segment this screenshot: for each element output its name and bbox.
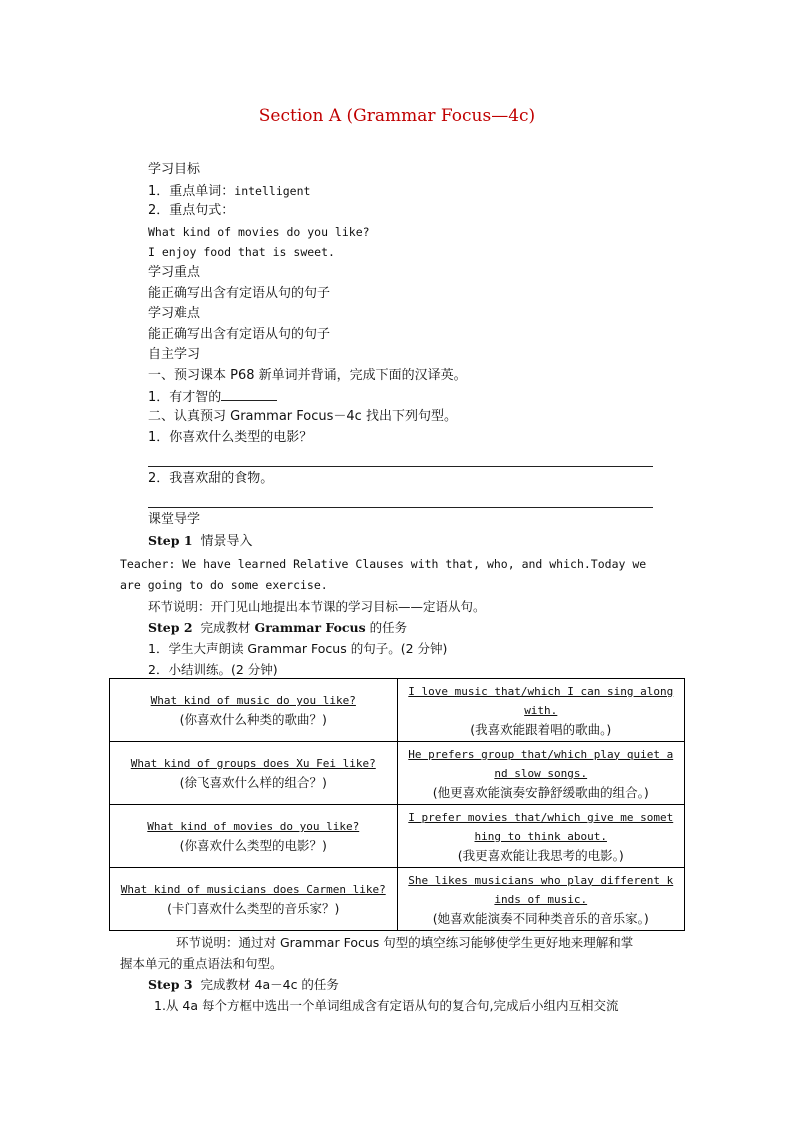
step1-heading — [148, 531, 676, 552]
question-zh: (徐飞喜欢什么样的组合？) — [179, 775, 327, 790]
answer-line-1[interactable] — [148, 448, 676, 469]
step1-title: 情景导入 — [200, 533, 253, 549]
after-table-section — [120, 932, 676, 1016]
note2-line-1: 环节说明：通过对 Grammar Focus 句型的填空练习能够使学生更好地来理解和掌 — [176, 935, 634, 950]
step2-item1: 1．学生大声朗读 Grammar Focus 的句子。(2 分钟) — [148, 641, 448, 656]
key-words — [148, 181, 676, 202]
key-sentence-1: What kind of movies do you like? — [148, 224, 370, 239]
answer-en: She likes musicians who play different kinds of music. — [408, 873, 674, 906]
question-cell — [110, 868, 398, 931]
main-content — [148, 160, 676, 551]
answer-cell — [397, 868, 685, 931]
focus-text: 能正确写出含有定语从句的句子 — [148, 285, 331, 301]
question-zh: (你喜欢什么种类的歌曲？) — [179, 712, 327, 727]
answer-cell — [397, 679, 685, 742]
key-sentences-label: 2．重点句式： — [148, 203, 235, 219]
difficulty-heading: 学习难点 — [148, 306, 201, 322]
teacher-line-1: Teacher: We have learned Relative Clauses with that, who, and which.Today we — [120, 557, 647, 571]
key-sentence-2: I enjoy food that is sweet. — [148, 245, 335, 260]
answer-cell — [397, 805, 685, 868]
table-row — [110, 805, 685, 868]
answer-en: I prefer movies that/which give me something to think about. — [408, 810, 674, 843]
page-title: Section A (Grammar Focus—4c) — [258, 106, 536, 126]
step2-title-c: 的任务 — [365, 620, 408, 635]
question-zh: (你喜欢什么类型的电影？) — [179, 838, 327, 853]
answer-zh: (她喜欢能演奏不同种类音乐的音乐家。) — [432, 910, 649, 926]
answer-blank[interactable] — [221, 387, 277, 401]
answer-line-2[interactable] — [148, 490, 676, 511]
teacher-line-2: are going to do some exercise. — [120, 578, 328, 592]
answer-zh: (我更喜欢能让我思考的电影。) — [457, 847, 624, 863]
table-row — [110, 868, 685, 931]
step2-title-a: 完成教材 — [200, 620, 255, 635]
step2-label: Step 2 — [148, 620, 193, 635]
self-study-part1: 一、预习课本 P68 新单词并背诵，完成下面的汉译英。 — [148, 367, 467, 383]
self-study-part2: 二、认真预习 Grammar Focus－4c 找出下列句型。 — [148, 409, 457, 425]
question-zh: (卡门喜欢什么类型的音乐家？) — [167, 901, 340, 916]
classroom-heading: 课堂导学 — [148, 512, 201, 528]
answer-cell — [397, 742, 685, 805]
teacher-paragraph — [120, 554, 676, 680]
grammar-table — [109, 678, 685, 931]
self-study-item1 — [148, 387, 676, 408]
step2-item2: 2．小结训练。(2 分钟) — [148, 662, 278, 677]
step3-item1: 1.从 4a 每个方框中选出一个单词组成含有定语从句的复合句,完成后小组内互相交流 — [154, 998, 619, 1013]
table-row — [110, 679, 685, 742]
item1-text: 1．有才智的 — [148, 389, 222, 405]
question-cell — [110, 679, 398, 742]
answer-en: I love music that/which I can sing along with. — [408, 684, 674, 717]
note1: 环节说明：开门见山地提出本节课的学习目标——定语从句。 — [148, 599, 486, 614]
goals-heading: 学习目标 — [148, 162, 201, 177]
key-words-label: 1．重点单词： — [148, 183, 235, 199]
question-en: What kind of groups does Xu Fei like? — [130, 757, 376, 770]
question-en: What kind of movies do you like? — [147, 820, 360, 833]
key-words-value: intelligent — [234, 183, 311, 198]
step1-label: Step 1 — [148, 532, 193, 548]
focus-heading: 学习重点 — [148, 264, 201, 280]
answer-zh: (我喜欢能跟着唱的歌曲。) — [470, 721, 612, 737]
table-row — [110, 742, 685, 805]
note2-line-2: 握本单元的重点语法和句型。 — [120, 956, 283, 971]
step3-heading — [120, 974, 676, 995]
step2-heading — [120, 617, 676, 638]
question-cell — [110, 805, 398, 868]
answer-en: He prefers group that/which play quiet and slow songs. — [408, 747, 674, 780]
self-study-q1: 1．你喜欢什么类型的电影？ — [148, 429, 313, 445]
self-study-q2: 2．我喜欢甜的食物。 — [148, 470, 274, 486]
difficulty-text: 能正确写出含有定语从句的句子 — [148, 326, 331, 342]
question-cell — [110, 742, 398, 805]
step2-title-b: Grammar Focus — [254, 620, 366, 635]
step3-label: Step 3 — [148, 977, 193, 992]
self-study-heading: 自主学习 — [148, 347, 201, 363]
answer-zh: (他更喜欢能演奏安静舒缓歌曲的组合。) — [432, 784, 649, 800]
step3-title: 完成教材 4a－4c 的任务 — [200, 977, 339, 992]
question-en: What kind of music do you like? — [150, 694, 356, 707]
question-en: What kind of musicians does Carmen like? — [120, 883, 386, 896]
